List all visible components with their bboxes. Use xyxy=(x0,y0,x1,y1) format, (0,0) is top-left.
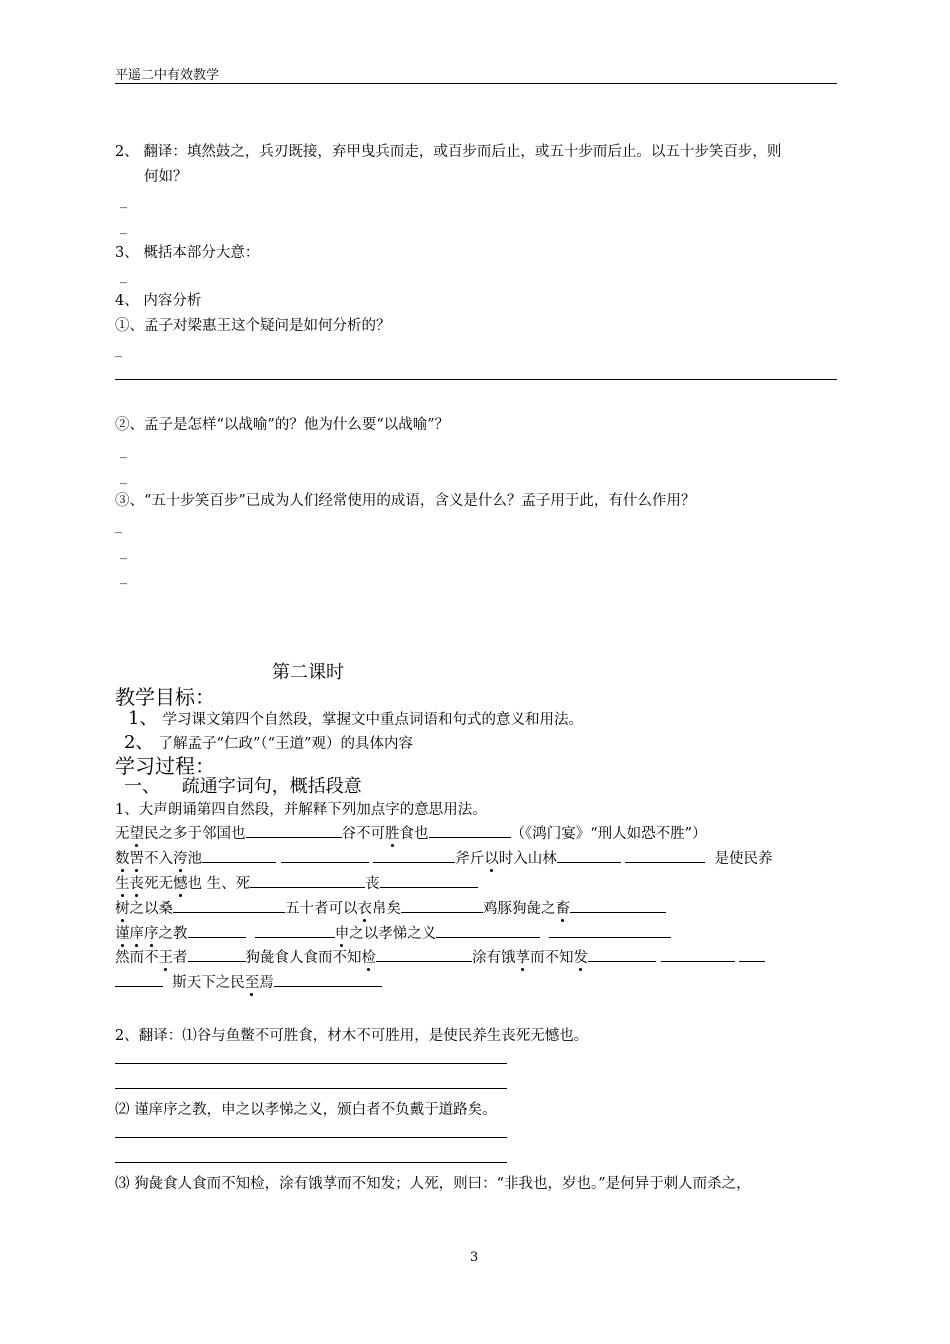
vocab-text: 之以桑 xyxy=(129,901,173,917)
blank-line[interactable] xyxy=(429,823,511,838)
vocab-text: 民之多于邻国也 xyxy=(144,826,246,842)
dotted-char: 憾 xyxy=(173,876,188,892)
answer-dash: _ xyxy=(120,268,127,284)
answer-dash: _ xyxy=(120,219,127,235)
dotted-char: 莩 xyxy=(515,950,530,966)
question-4: 4、 内容分析 xyxy=(115,293,202,309)
goal-1 xyxy=(128,704,583,730)
page-number: 3 xyxy=(470,1250,479,1265)
question-4-2: ②、孟子是怎样“以战喻”的？他为什么要“以战喻”？ xyxy=(115,417,450,433)
vocab-row-6 xyxy=(115,946,765,967)
vocab-row-1 xyxy=(115,822,707,843)
blank-line[interactable] xyxy=(380,873,478,888)
dotted-char: 丧 xyxy=(129,876,144,892)
vocab-row-7 xyxy=(115,971,382,992)
question-2-line-1: 2、 翻译：填然鼓之，兵刃既接，弃甲曳兵而走，或百步而后止，或五十步而后止。以五十步笑百步，则 xyxy=(115,144,782,160)
question-2-line-2: 何如？ xyxy=(144,169,188,185)
section-1-heading xyxy=(124,772,362,798)
dotted-char: 申 xyxy=(334,926,350,942)
dotted-char: 罟 xyxy=(129,851,144,867)
dotted-char: 衣 xyxy=(357,901,372,917)
dotted-char: 检 xyxy=(361,950,376,966)
goal-2-number: 2、 xyxy=(124,732,154,753)
blank-line[interactable] xyxy=(281,848,369,863)
lesson-title: 第二课时 xyxy=(272,662,344,683)
vocab-text: 焉 xyxy=(259,975,274,991)
task-2-sentence-2: ⑵ 谨庠序之教，申之以孝悌之义，颁白者不负戴于道路矣。 xyxy=(115,1102,497,1118)
vocab-text: 鸡豚狗彘之 xyxy=(483,901,556,917)
vocab-row-3 xyxy=(115,872,478,893)
vocab-text: 食也 xyxy=(399,826,429,842)
vocab-text: 狗彘食人食而不知 xyxy=(245,950,362,966)
vocab-text: 不入 xyxy=(144,851,173,867)
blank-line[interactable] xyxy=(376,947,472,962)
vocab-text: 然而不 xyxy=(115,950,159,966)
vocab-text: 之教 xyxy=(158,926,188,942)
vocab-text: 谷不可 xyxy=(341,826,385,842)
blank-line[interactable] xyxy=(255,923,335,938)
vocab-text: 死无 xyxy=(144,876,173,892)
answer-rule[interactable] xyxy=(115,1137,507,1138)
vocab-text: 而不知 xyxy=(530,950,574,966)
vocab-text: 丧 xyxy=(365,876,380,892)
blank-line[interactable] xyxy=(436,923,540,938)
answer-dash: _ xyxy=(115,518,122,534)
goals-heading: 教学目标： xyxy=(115,685,215,709)
dotted-char: 至 xyxy=(244,975,260,991)
dotted-char: 洿 xyxy=(173,851,188,867)
vocab-text: 是使民养 xyxy=(714,851,773,867)
task-1: 1、大声朗诵第四自然段，并解释下列加点字的意思用法。 xyxy=(115,802,487,818)
question-4-3: ③、“五十步笑百步”已成为人们经常使用的成语，含义是什么？孟子用于此，有什么作用？ xyxy=(115,493,696,509)
blank-line[interactable] xyxy=(588,947,656,962)
section-1-title: 疏通字词句，概括段意 xyxy=(181,776,362,797)
dotted-char: 胜 xyxy=(385,826,400,842)
header-rule xyxy=(115,83,837,84)
vocab-text: 帛矣 xyxy=(372,901,401,917)
vocab-text: 也 生、死 xyxy=(187,876,251,892)
blank-line[interactable] xyxy=(625,848,705,863)
answer-dash: _ xyxy=(120,469,127,485)
answer-dash: _ xyxy=(115,342,122,358)
dotted-char: 以 xyxy=(484,851,499,867)
vocab-note: （《鸿门宴》“刑人如恐不胜”） xyxy=(510,826,707,842)
question-3: 3、 概括本部分大意： xyxy=(115,245,260,261)
dotted-char: 谨 xyxy=(115,926,130,942)
vocab-text: 五十者可以 xyxy=(285,901,358,917)
dotted-char: 生 xyxy=(115,876,130,892)
blank-line[interactable] xyxy=(202,848,276,863)
vocab-row-4 xyxy=(115,897,666,918)
vocab-row-2 xyxy=(115,847,773,868)
answer-dash: _ xyxy=(120,569,127,585)
answer-rule[interactable] xyxy=(115,1088,507,1089)
task-2-sentence-1: 2、翻译：⑴谷与鱼鳖不可胜食，材木不可胜用，是使民养生丧死无憾也。 xyxy=(115,1028,589,1044)
vocab-text: 斧斤 xyxy=(455,851,485,867)
answer-rule[interactable] xyxy=(115,1063,507,1064)
dotted-char: 树 xyxy=(115,901,130,917)
section-1-number: 一、 xyxy=(124,776,160,797)
goal-2-text: 了解孟子“仁政”（“王道”观）的具体内容 xyxy=(158,736,413,752)
answer-dash: _ xyxy=(120,443,127,459)
dotted-char: 庠 xyxy=(129,926,144,942)
blank-line[interactable] xyxy=(401,898,483,913)
dotted-char: 望 xyxy=(129,826,144,842)
blank-line[interactable] xyxy=(246,823,342,838)
blank-line[interactable] xyxy=(549,923,671,938)
vocab-text: 池 xyxy=(187,851,202,867)
answer-rule xyxy=(115,379,837,380)
blank-line[interactable] xyxy=(274,972,382,987)
goal-1-number: 1、 xyxy=(128,708,158,729)
page-header-title: 平遥二中有效教学 xyxy=(115,68,220,83)
answer-rule[interactable] xyxy=(115,1162,507,1163)
blank-line[interactable] xyxy=(661,947,735,962)
vocab-text: 无 xyxy=(115,826,130,842)
vocab-row-5 xyxy=(115,922,671,943)
blank-line[interactable] xyxy=(115,972,163,987)
blank-line[interactable] xyxy=(557,848,621,863)
blank-line[interactable] xyxy=(250,873,365,888)
goal-1-text: 学习课文第四个自然段，掌握文中重点词语和句式的意义和用法。 xyxy=(162,712,584,728)
answer-dash: _ xyxy=(120,544,127,560)
blank-line[interactable] xyxy=(373,848,455,863)
dotted-char: 畜 xyxy=(555,901,570,917)
vocab-text: 时入山林 xyxy=(498,851,557,867)
blank-line[interactable] xyxy=(570,898,666,913)
process-heading: 学习过程： xyxy=(115,754,215,778)
blank-line[interactable] xyxy=(188,923,246,938)
blank-line[interactable] xyxy=(739,947,765,962)
vocab-text: 斯天下之民 xyxy=(172,975,245,991)
question-4-1: ①、孟子对梁惠王这个疑问是如何分析的？ xyxy=(115,318,391,334)
blank-line[interactable] xyxy=(188,947,246,962)
vocab-text: 涂有饿 xyxy=(472,950,516,966)
dotted-char: 发 xyxy=(573,950,588,966)
vocab-text: 之以孝悌之义 xyxy=(349,926,437,942)
task-2-sentence-3: ⑶ 狗彘食人食而不知检，涂有饿莩而不知发；人死，则曰：“非我也，岁也。”是何异于刺人而杀之， xyxy=(115,1176,751,1192)
vocab-text: 者 xyxy=(173,950,188,966)
dotted-char: 序 xyxy=(144,926,159,942)
answer-dash: _ xyxy=(120,193,127,209)
dotted-char: 王 xyxy=(158,950,173,966)
blank-line[interactable] xyxy=(173,898,285,913)
dotted-char: 数 xyxy=(115,851,130,867)
